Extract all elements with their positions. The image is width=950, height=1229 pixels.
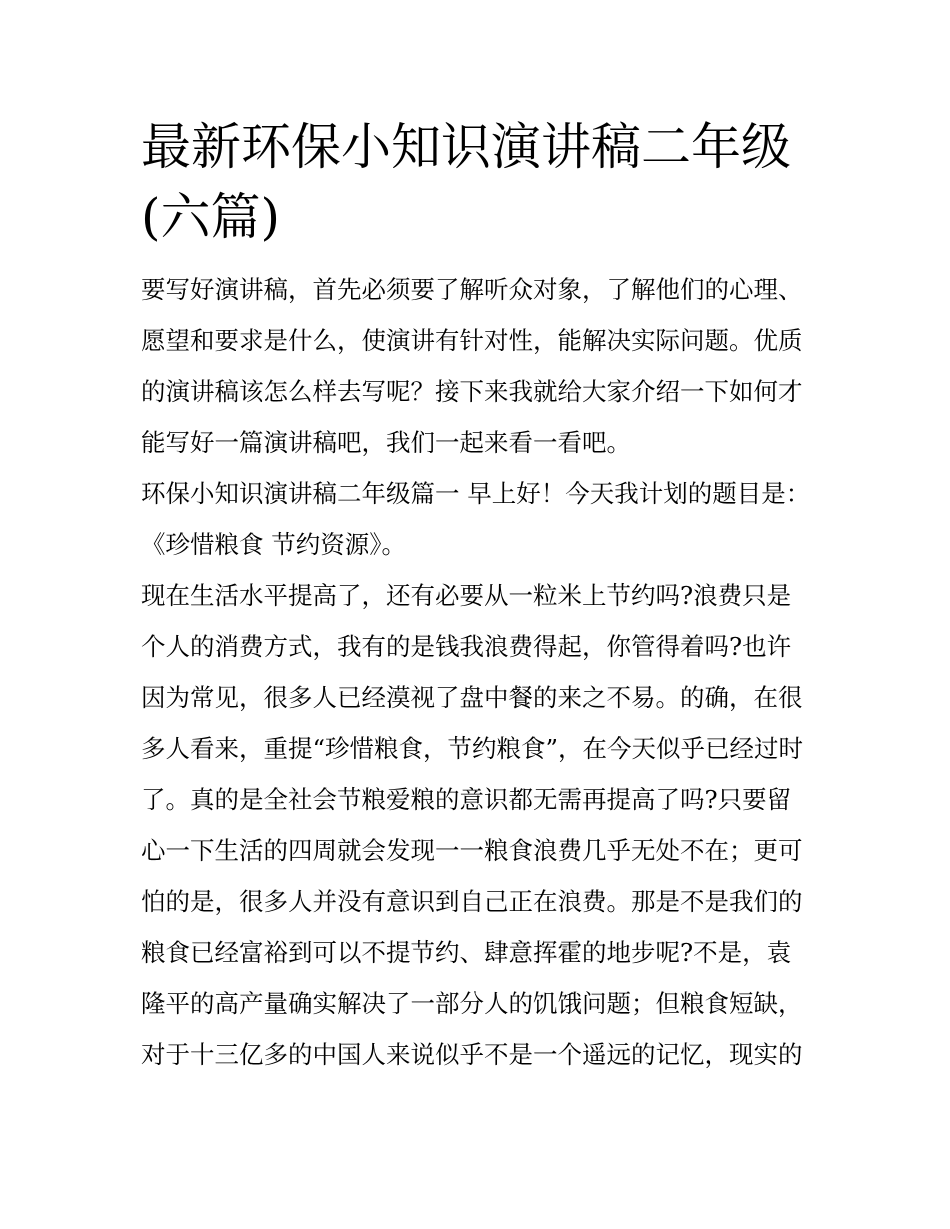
document-page <box>141 112 813 1080</box>
paragraph-main: 现在生活水平提高了，还有必要从一粒米上节约吗?浪费只是个人的消费方式，我有的是钱我浪费得起，你管得着吗?也许因为常见，很多人已经漠视了盘中餐的来之不易。的确，在很多人看来，重提“珍惜粮食，节约粮食”，在今天似乎已经过时了。真的是全社会节粮爱粮的意识都无需再提高了吗?只要留心一下生活的四周就会发现一一粮食浪费几乎无处不在；更可怕的是，很多人并没有意识到自己正在浪费。那是不是我们的粮食已经富裕到可以不提节约、肆意挥霍的地步呢?不是，袁隆平的高产量确实解决了一部分人的饥饿问题；但粮食短缺，对于十三亿多的中国人来说似乎不是一个遥远的记忆，现实的 <box>141 581 804 1069</box>
document-title: 最新环保小知识演讲稿二年级(六篇) <box>141 118 791 246</box>
document-body <box>141 264 813 1080</box>
paragraph-section-one-heading: 环保小知识演讲稿二年级篇一 早上好！今天我计划的题目是：《珍惜粮食 节约资源》。 <box>141 479 811 559</box>
paragraph-intro: 要写好演讲稿，首先必须要了解听众对象，了解他们的心理、愿望和要求是什么，使演讲有针对性，能解决实际问题。优质的演讲稿该怎么样去写呢？接下来我就给大家介绍一下如何才能写好一篇演讲稿吧，我们一起来看一看吧。 <box>141 275 803 457</box>
